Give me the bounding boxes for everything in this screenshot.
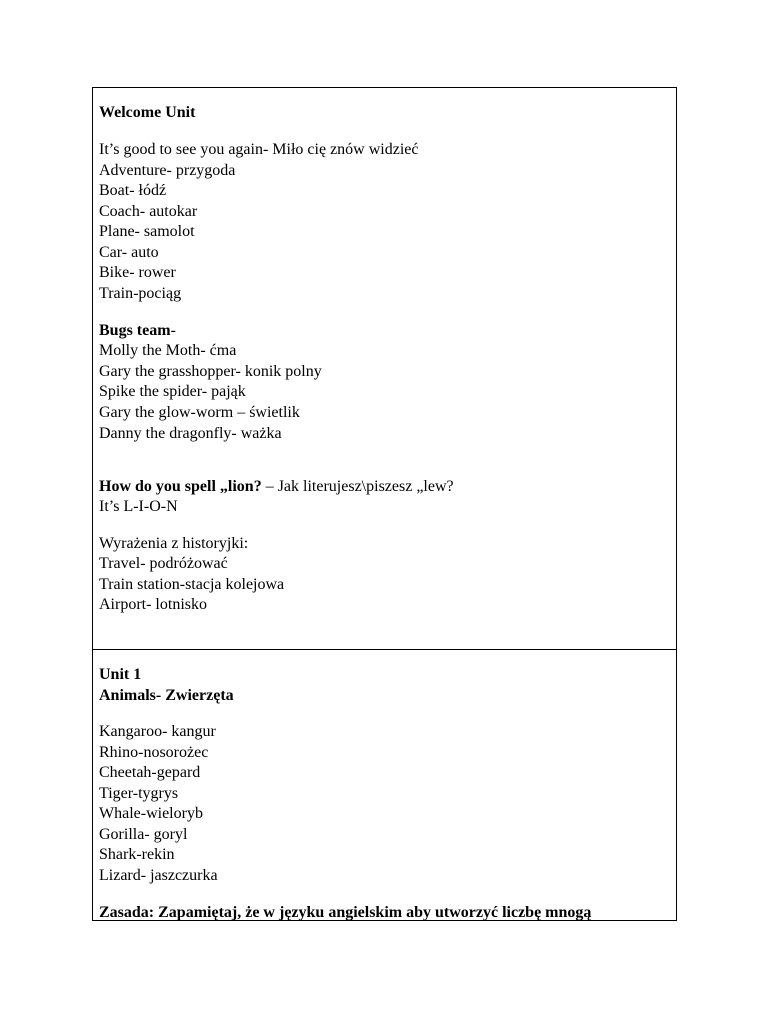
welcome-unit-cell	[93, 88, 676, 650]
phrase-item: It’s good to see you again- Miło cię znów widzieć	[99, 141, 419, 158]
vocabulary-table	[92, 87, 677, 921]
bug-item: Gary the glow-worm – świetlik	[99, 404, 300, 421]
bugs-team-label: Bugs team	[99, 322, 171, 339]
animal-item: Lizard- jaszczurka	[99, 867, 218, 884]
bug-item: Gary the grasshopper- konik polny	[99, 363, 322, 380]
plural-rule: Zasada: Zapamiętaj, że w języku angielskim aby utworzyć liczbę mnogą	[99, 904, 592, 921]
phrase-item: Boat- łódź	[99, 182, 167, 199]
bugs-team-heading	[99, 321, 176, 341]
story-item: Train station-stacja kolejowa	[99, 576, 285, 593]
animals-heading	[99, 686, 234, 706]
phrase-item: Car- auto	[99, 244, 159, 261]
phrase-item: Plane- samolot	[99, 223, 195, 240]
animal-item: Shark-rekin	[99, 846, 175, 863]
animal-item: Kangaroo- kangur	[99, 723, 216, 740]
phrase-item: Adventure- przygoda	[99, 162, 236, 179]
bug-item: Danny the dragonfly- ważka	[99, 425, 282, 442]
animals-translation: - Zwierzęta	[155, 687, 234, 704]
unit-1-title: Unit 1	[99, 666, 142, 683]
animal-item: Rhino-nosorożec	[99, 744, 209, 761]
story-item: Travel- podróżować	[99, 555, 228, 572]
spell-answer: It’s L-I-O-N	[99, 498, 178, 515]
animal-item: Tiger-tygrys	[99, 785, 179, 802]
phrase-item: Bike- rower	[99, 264, 176, 281]
animals-label: Animals	[99, 687, 156, 704]
animal-item: Cheetah-gepard	[99, 764, 201, 781]
animal-item: Gorilla- goryl	[99, 826, 188, 843]
animal-item: Whale-wieloryb	[99, 805, 203, 822]
story-heading: Wyrażenia z historyjki:	[99, 535, 249, 552]
spell-question-pl: – Jak literujesz\piszesz „lew?	[261, 478, 454, 495]
welcome-unit-title: Welcome Unit	[99, 104, 196, 121]
unit-1-cell	[93, 650, 676, 920]
spell-question-en: How do you spell „lion?	[99, 478, 262, 495]
story-item: Airport- lotnisko	[99, 596, 207, 613]
bug-item: Molly the Moth- ćma	[99, 342, 237, 359]
bugs-team-dash: -	[170, 322, 176, 339]
spell-question	[99, 477, 454, 497]
phrase-item: Train-pociąg	[99, 285, 182, 302]
bug-item: Spike the spider- pająk	[99, 383, 246, 400]
phrase-item: Coach- autokar	[99, 203, 198, 220]
